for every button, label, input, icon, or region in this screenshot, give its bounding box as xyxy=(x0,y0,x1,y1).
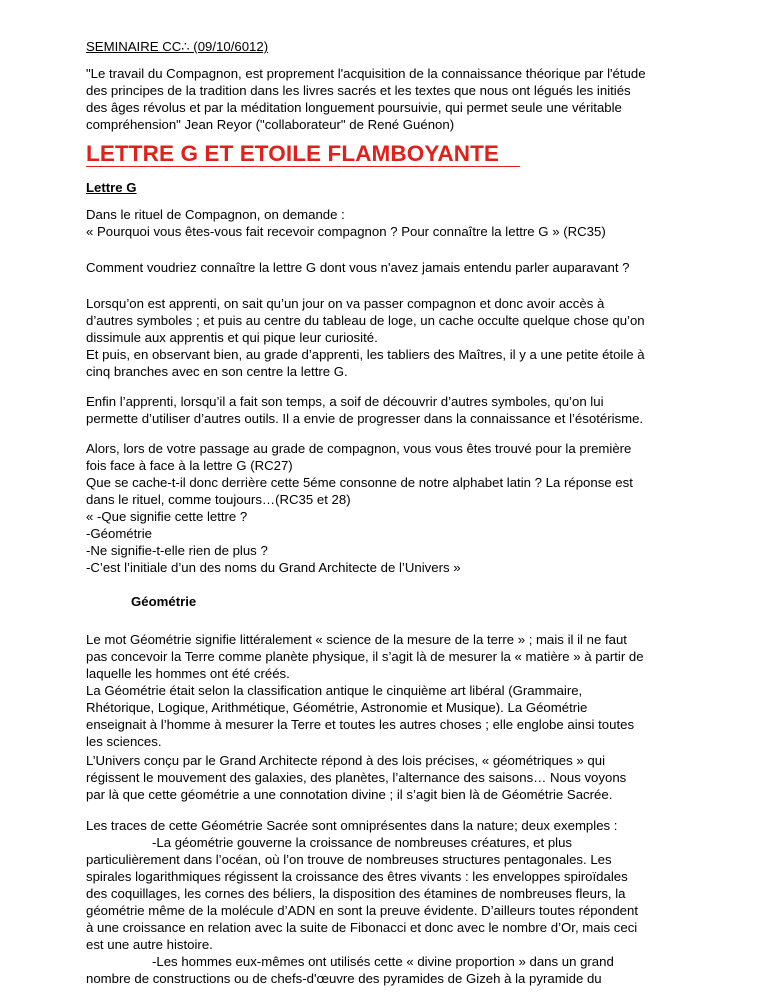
paragraph-line: « Pourquoi vous êtes-vous fait recevoir compagnon ? Pour connaître la lettre G » (RC35) xyxy=(86,224,606,239)
paragraph-line: Que se cache-t-il donc derrière cette 5éme consonne de notre alphabet latin ? La réponse est xyxy=(86,475,633,490)
paragraph-line: L’Univers conçu par le Grand Architecte répond à des lois précises, « géométriques » qui xyxy=(86,753,605,768)
paragraph-line: -Géométrie xyxy=(86,526,152,541)
paragraph-line: La Géométrie était selon la classification antique le cinquième art libéral (Grammaire, xyxy=(86,683,583,698)
paragraph-line: régissent le mouvement des galaxies, des planètes, l’alternance des saisons… Nous voyons xyxy=(86,770,627,785)
paragraph-line: permette d’utiliser d’autres outils. Il a envie de progresser dans la connaissance et l’ésotérisme. xyxy=(86,411,644,426)
paragraph-line: -Les hommes eux-mêmes ont utilisés cette « divine proportion » dans un grand xyxy=(152,954,614,969)
paragraph-line: Le mot Géométrie signifie littéralement « science de la mesure de la terre » ; mais il il ne faut xyxy=(86,632,627,647)
epigraph-line: des principes de la tradition dans les livres sacrés et les textes que nous ont légués les initiés xyxy=(86,83,631,98)
paragraph-line: les sciences. xyxy=(86,734,162,749)
paragraph-line: des coquillages, les cornes des béliers, la disposition des étamines de nombreuses fleurs, la xyxy=(86,886,626,901)
paragraph-line: dans le rituel, comme toujours…(RC35 et 28) xyxy=(86,492,351,507)
paragraph-line: d’autres symboles ; et puis au centre du tableau de loge, un cache occulte quelque chose qu’on xyxy=(86,313,645,328)
paragraph-line: Et puis, en observant bien, au grade d’apprenti, les tabliers des Maîtres, il y a une petite étoile à xyxy=(86,347,645,362)
title-underline xyxy=(86,166,520,167)
paragraph-line: Dans le rituel de Compagnon, on demande : xyxy=(86,207,345,222)
paragraph-line: -La géométrie gouverne la croissance de nombreuses créatures, et plus xyxy=(152,835,573,850)
paragraph-line: Rhétorique, Logique, Arithmétique, Géométrie, Astronomie et Musique). La Géométrie xyxy=(86,700,588,715)
epigraph-line: compréhension" Jean Reyor ("collaborateur" de René Guénon) xyxy=(86,117,455,132)
section-heading-lettre-g: Lettre G xyxy=(86,180,137,195)
paragraph-line: particulièrement dans l’océan, où l’on trouve de nombreuses structures pentagonales. Les xyxy=(86,852,612,867)
paragraph-line: Les traces de cette Géométrie Sacrée sont omniprésentes dans la nature; deux exemples : xyxy=(86,818,618,833)
paragraph-line: Alors, lors de votre passage au grade de compagnon, vous vous êtes trouvé pour la première xyxy=(86,441,632,456)
section-heading-geometrie: Géométrie xyxy=(131,594,197,609)
paragraph-line: Lorsqu’on est apprenti, on sait qu’un jour on va passer compagnon et donc avoir accès à xyxy=(86,296,605,311)
paragraph-line: Enfin l’apprenti, lorsqu’il a fait son temps, a soif de découvrir d’autres symboles, qu’on lui xyxy=(86,394,604,409)
epigraph-line: des âges révolus et par la méditation longuement poursuivie, qui permet seule une véritable xyxy=(86,100,622,115)
paragraph-line: nombre de constructions ou de chefs-d'œuvre des pyramides de Gizeh à la pyramide du xyxy=(86,971,602,986)
paragraph-line: géométrie même de la molécule d’ADN en sont la preuve évidente. D’ailleurs toutes répondent xyxy=(86,903,638,918)
paragraph-line: par là que cette géométrie a une connotation divine ; il s’agit bien là de Géométrie Sacrée. xyxy=(86,787,613,802)
epigraph-line: "Le travail du Compagnon, est proprement l'acquisition de la connaissance théorique par l'étude xyxy=(86,66,646,81)
paragraph-line: -Ne signifie-t-elle rien de plus ? xyxy=(86,543,268,558)
paragraph-line: « -Que signifie cette lettre ? xyxy=(86,509,248,524)
paragraph-line: enseignait à l’homme à mesurer la Terre et toutes les autres choses ; elle englobe ainsi toutes xyxy=(86,717,635,732)
paragraph-line: laquelle les hommes ont été créés. xyxy=(86,666,290,681)
paragraph-line: fois face à face à la lettre G (RC27) xyxy=(86,458,293,473)
paragraph-line: spirales logarithmiques régissent la croissance des êtres vivants : les enveloppes spiroïdales xyxy=(86,869,628,884)
document-title: LETTRE G ET ETOILE FLAMBOYANTE xyxy=(86,141,500,166)
paragraph-line: Comment voudriez connaître la lettre G dont vous n'avez jamais entendu parler auparavant ? xyxy=(86,260,630,275)
paragraph-line: est une autre histoire. xyxy=(86,937,213,952)
paragraph-line: pas concevoir la Terre comme planète physique, il s’agit là de mesurer la « matière » à partir de xyxy=(86,649,644,664)
seminar-header: SEMINAIRE CC∴ (09/10/6012) xyxy=(86,39,269,54)
paragraph-line: à une croissance en relation avec la suite de Fibonacci et donc avec le nombre d’Or, mais ceci xyxy=(86,920,638,935)
paragraph-line: cinq branches avec en son centre la lettre G. xyxy=(86,364,348,379)
paragraph-line: dissimule aux apprentis et qui pique leur curiosité. xyxy=(86,330,378,345)
paragraph-line: -C’est l’initiale d’un des noms du Grand Architecte de l’Univers » xyxy=(86,560,461,575)
